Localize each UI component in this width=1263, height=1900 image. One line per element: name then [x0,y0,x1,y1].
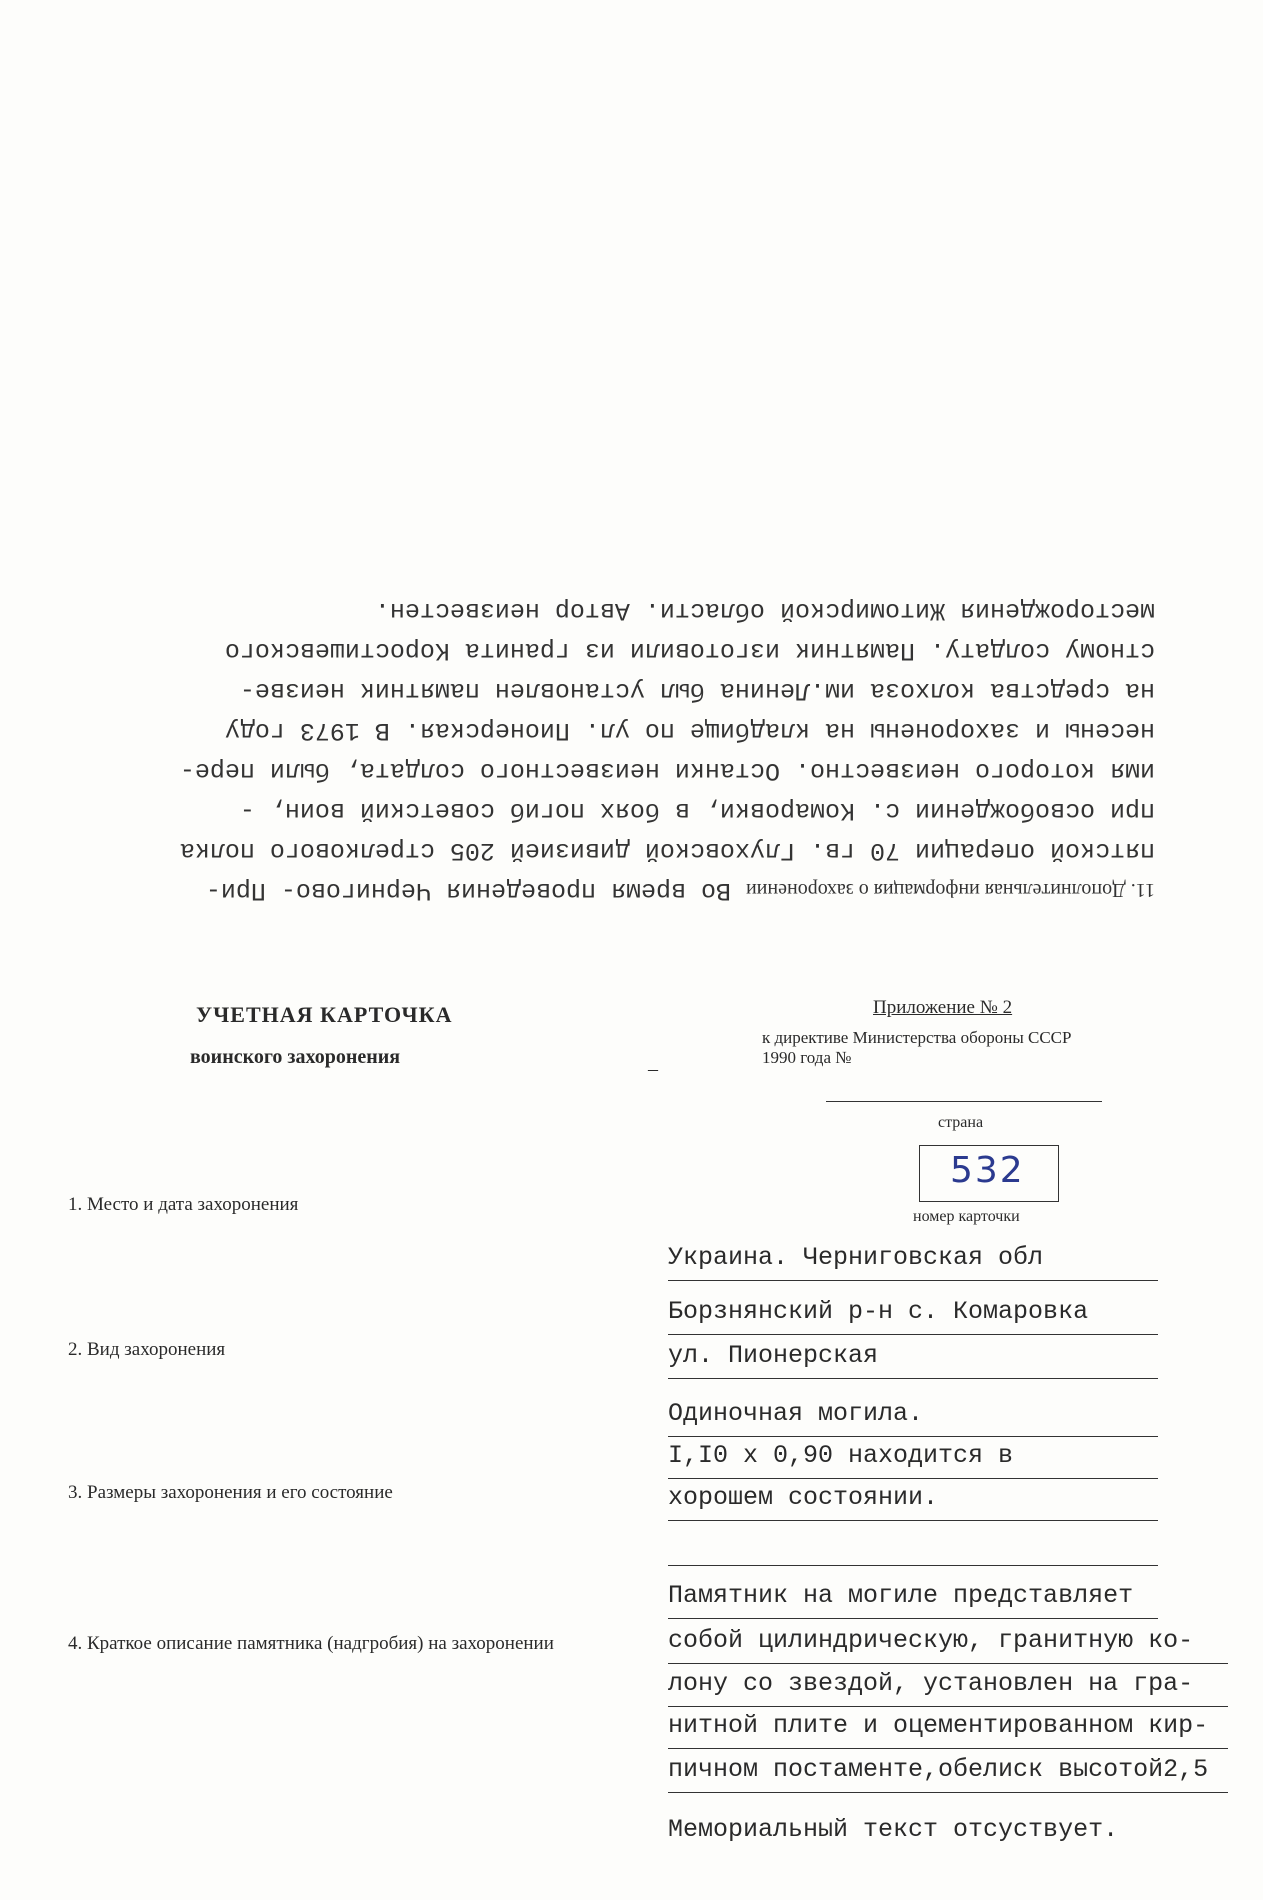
answer-line: Мемориальный текст отсуствует. [668,1815,1119,1844]
answer-line: лону со звездой, установлен на гра- [668,1664,1228,1707]
answer-line: собой цилиндрическую, гранитную ко- [668,1621,1228,1664]
inverted-line: пятской операции 70 гв. Глуховской дивизией 205 стрелкового полка [179,836,1155,865]
inverted-line-text: Во время проведения Чернигово- При- [205,876,731,905]
inverted-line: месторождения Житомирской области. Автор неизвестен. [374,596,1155,625]
country-label: страна [938,1114,984,1131]
card-number: 532 [950,1150,1025,1191]
card-number-label: номер карточки [913,1208,1020,1225]
inverted-line: несены и захоронены на кладбище по ул. Пионерская. В 1973 году [224,716,1155,745]
inverted-line: имя которого неизвестно. Останки неизвестного солдата, были пере- [179,756,1155,785]
card-subtitle: воинского захоронения [190,1046,401,1068]
inverted-line [55,870,1155,910]
card-title: УЧЕТНАЯ КАРТОЧКА [196,1002,453,1027]
dash-mark: – [648,1058,658,1080]
directive-line: к директиве Министерства обороны СССР [762,1028,1072,1047]
additional-info-label: 11. Дополнительная информация о захоронении [746,879,1155,901]
inverted-line: на средства колхоза им.Ленина был установлен памятник неизве- [239,676,1155,705]
appendix-label: Приложение № 2 [873,997,1013,1018]
inverted-line: стному солдату. Памятник изготовили из гранита Коростишевского [224,636,1155,665]
country-underline [826,1101,1102,1102]
answer-line: Одиночная могила. [668,1394,1158,1437]
monument-label: 4. Краткое описание памятника (надгробия) на захоронении [68,1633,554,1654]
directive-line: 1990 года № [762,1048,852,1067]
place-label: 1. Место и дата захоронения [68,1194,299,1215]
answer-line: ул. Пионерская [668,1336,1158,1379]
answer-line: нитной плите и оцементированном кир- [668,1706,1228,1749]
inverted-line: при освобождении с. Комаровки, в боях погиб советский воин, - [239,796,1155,825]
answer-line: Памятник на могиле представляет [668,1576,1158,1619]
inverted-typed-block [55,560,1155,910]
answer-line: I,I0 х 0,90 находится в [668,1436,1158,1479]
answer-line: хорошем состоянии. [668,1478,1158,1521]
answer-line [668,1523,1158,1566]
directive-text [762,1028,1162,1068]
answer-line: пичном постаменте,обелиск высотой2,5 [668,1750,1228,1793]
answer-line: Борзнянский р-н с. Комаровка [668,1292,1158,1335]
burial-type-label: 2. Вид захоронения [68,1339,226,1360]
size-label: 3. Размеры захоронения и его состояние [68,1482,393,1503]
answer-line: Украина. Черниговская обл [668,1238,1158,1281]
